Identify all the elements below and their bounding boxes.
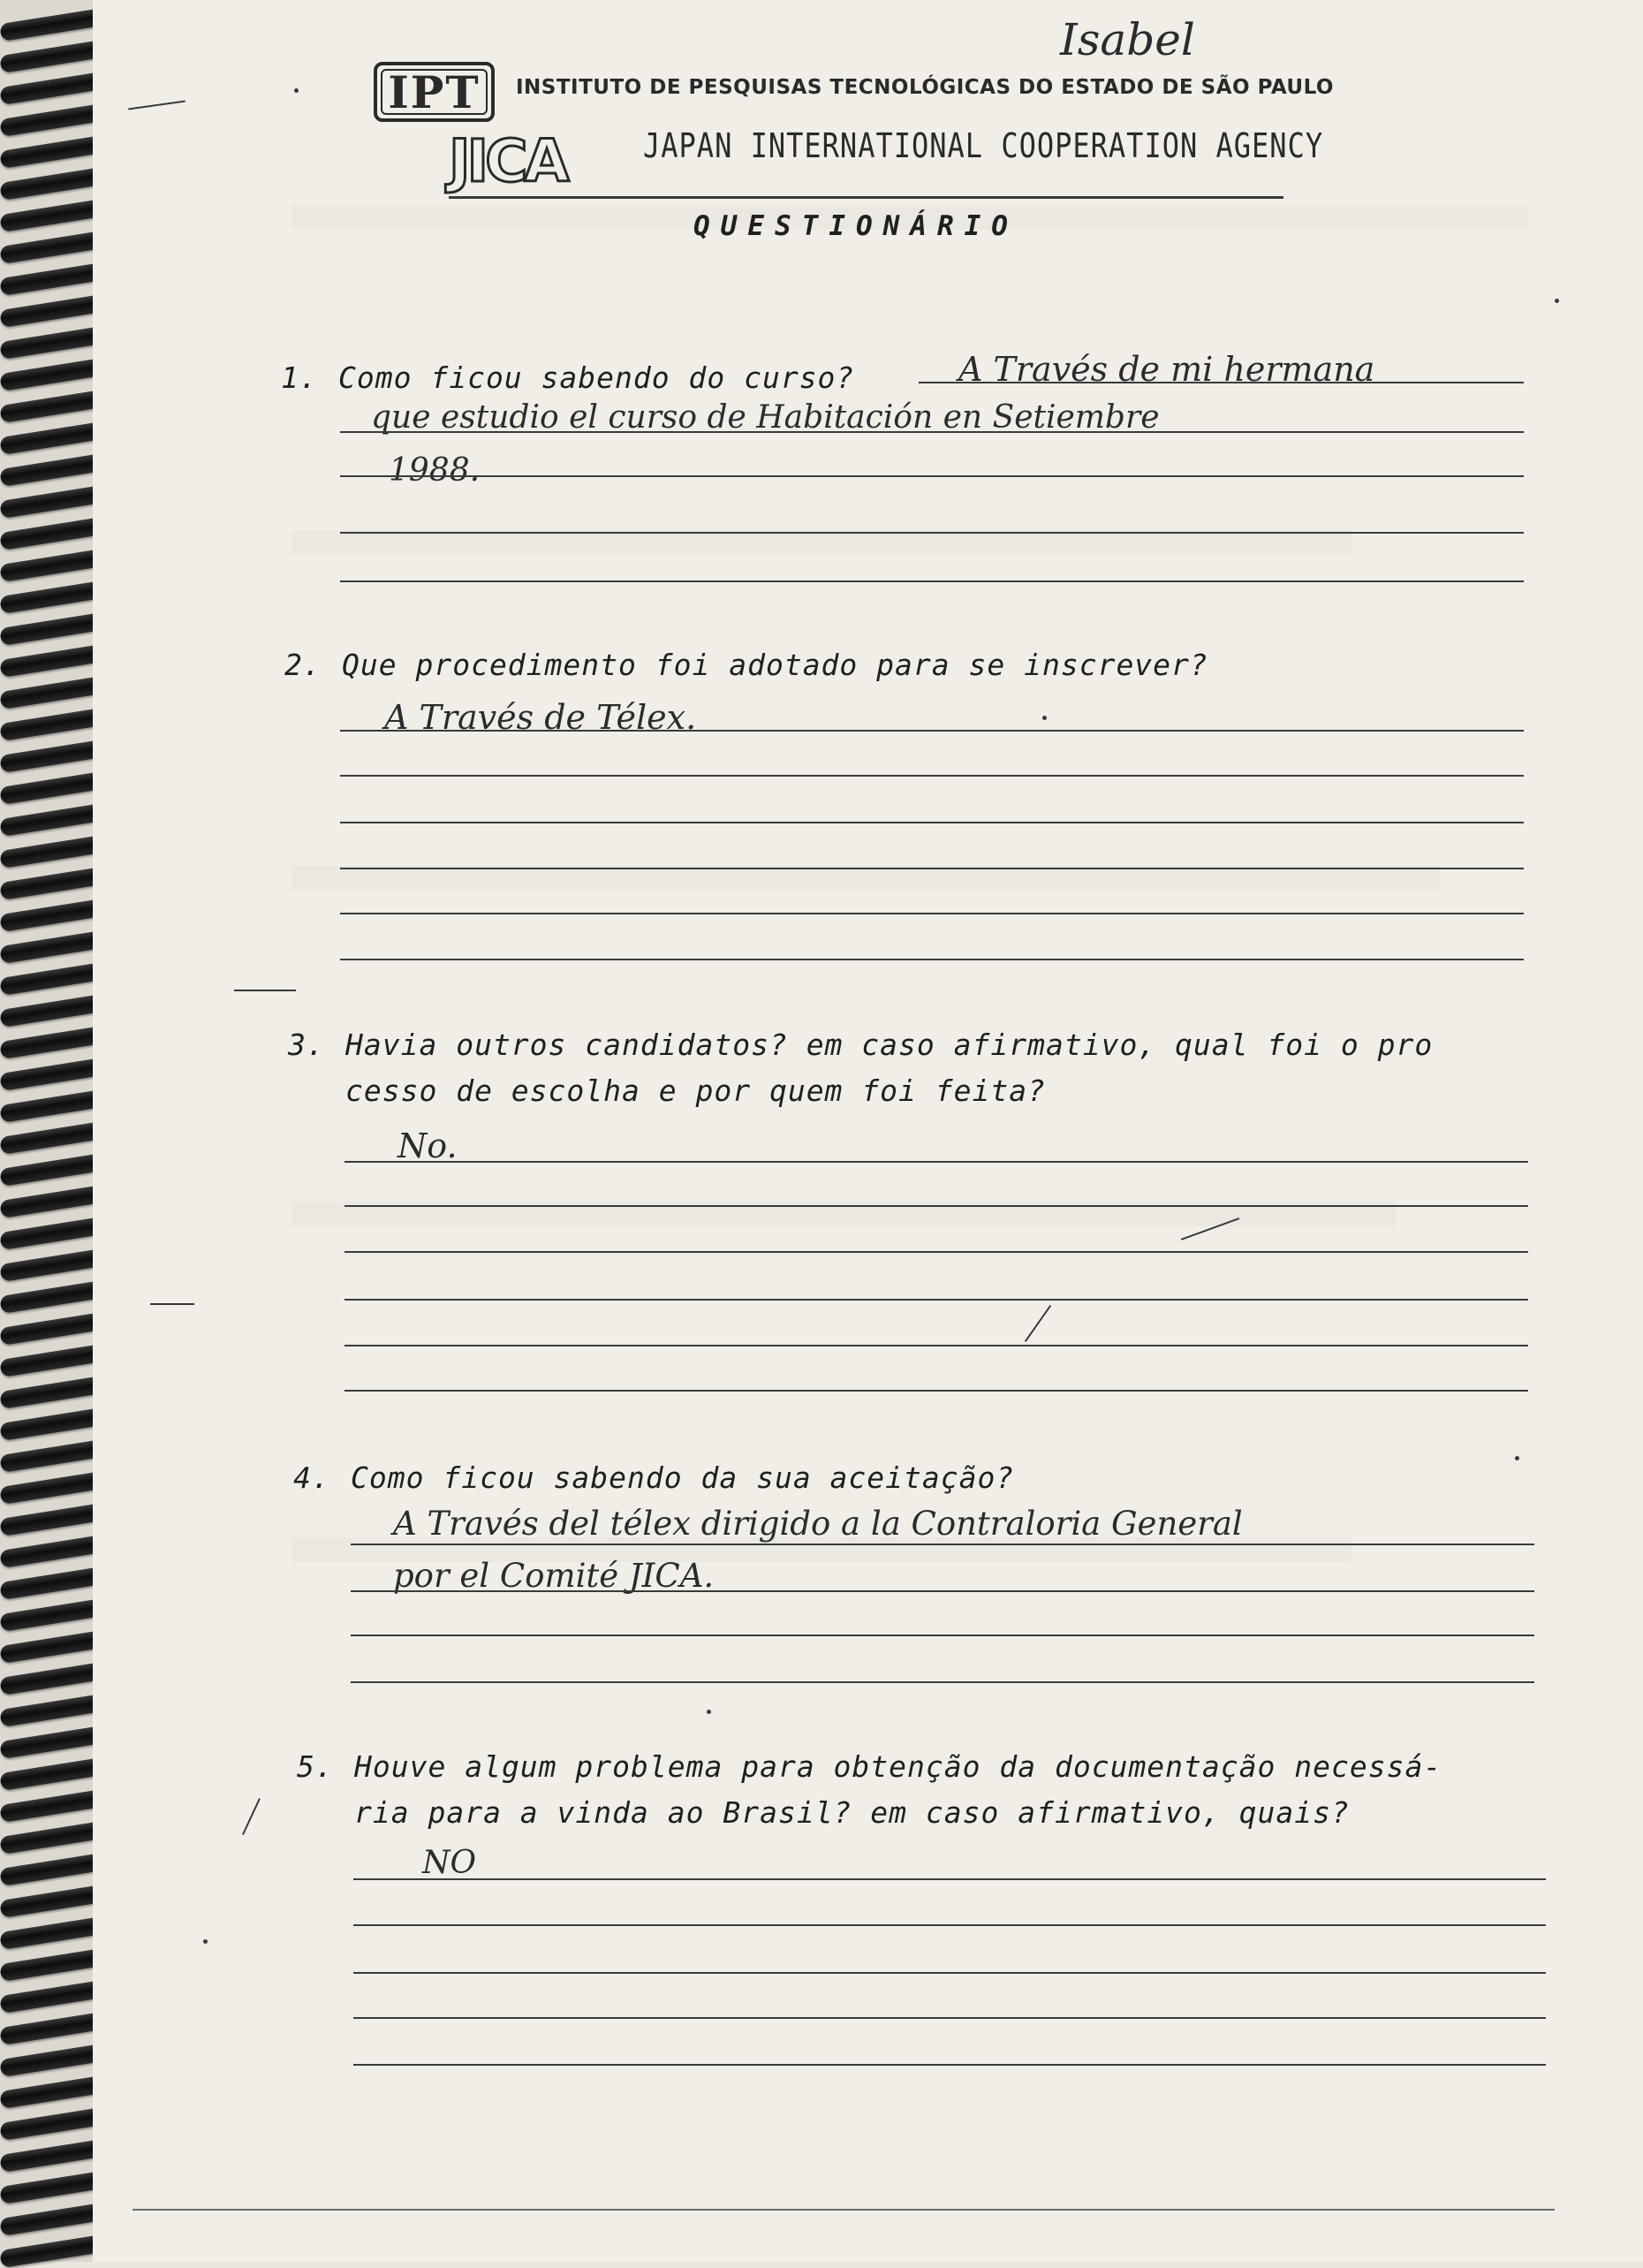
spiral-coil bbox=[0, 740, 105, 773]
answer-1-line-3: 1988. bbox=[389, 452, 481, 489]
answer-line bbox=[344, 1251, 1528, 1253]
spiral-coil bbox=[0, 1185, 105, 1218]
question-2-text: Que procedimento foi adotado para se inscrever? bbox=[342, 648, 1208, 682]
speck bbox=[294, 88, 299, 93]
answer-4-line-2: por el Comité JICA. bbox=[393, 1557, 715, 1595]
spiral-coil bbox=[0, 644, 105, 678]
spiral-coil bbox=[0, 1566, 105, 1600]
spiral-coil bbox=[0, 867, 105, 900]
spiral-coil bbox=[0, 1376, 105, 1409]
spiral-coil bbox=[0, 1662, 105, 1695]
answer-3-line-1: No. bbox=[398, 1126, 458, 1165]
handwritten-name-annotation: Isabel bbox=[1060, 14, 1195, 65]
spiral-coil bbox=[0, 1853, 105, 1886]
answer-line bbox=[353, 1972, 1546, 1974]
spiral-coil bbox=[0, 8, 105, 42]
spiral-coil bbox=[0, 1726, 105, 1759]
speck bbox=[1515, 1456, 1519, 1460]
answer-line bbox=[340, 822, 1524, 823]
answer-line bbox=[340, 730, 1524, 732]
header-underline bbox=[449, 196, 1283, 199]
margin-mark bbox=[234, 990, 296, 991]
ipt-logo: IPT bbox=[374, 62, 495, 122]
spiral-coil bbox=[0, 1089, 105, 1123]
answer-line bbox=[344, 1161, 1528, 1163]
spiral-coil bbox=[0, 326, 105, 360]
spiral-coil bbox=[0, 167, 105, 201]
spiral-coil bbox=[0, 962, 105, 996]
spiral-coil bbox=[0, 1757, 105, 1791]
question-3-text-line-1: Havia outros candidatos? em caso afirmativo, qual foi o pro bbox=[345, 1028, 1434, 1062]
spiral-coil bbox=[0, 2107, 105, 2141]
answer-line bbox=[351, 1681, 1534, 1683]
answer-line bbox=[340, 913, 1524, 914]
question-5-number: 5. bbox=[297, 1749, 334, 1784]
spiral-coil bbox=[0, 930, 105, 964]
spiral-coil bbox=[0, 1058, 105, 1091]
answer-line bbox=[344, 1205, 1528, 1207]
spiral-coil bbox=[0, 103, 105, 137]
spiral-coil bbox=[0, 1217, 105, 1250]
spiral-coil bbox=[0, 708, 105, 741]
spiral-coil bbox=[0, 580, 105, 614]
document-title: QUESTIONÁRIO bbox=[693, 210, 1018, 242]
spiral-coil bbox=[0, 1821, 105, 1855]
spiral-coil bbox=[0, 899, 105, 932]
spiral-coil bbox=[0, 1312, 105, 1346]
spiral-coil bbox=[0, 1885, 105, 1918]
speck bbox=[1042, 716, 1047, 720]
answer-line bbox=[344, 1299, 1528, 1301]
spiral-coil bbox=[0, 1280, 105, 1314]
question-5-text-line-2: ria para a vinda ao Brasil? em caso afirmativo, quais? bbox=[354, 1795, 1350, 1830]
agency-name: JAPAN INTERNATIONAL COOPERATION AGENCY bbox=[643, 125, 1324, 166]
spiral-coil bbox=[0, 358, 105, 391]
answer-line bbox=[353, 2064, 1546, 2066]
question-1-number: 1. bbox=[281, 360, 318, 395]
question-2-number: 2. bbox=[284, 648, 322, 682]
spiral-coil bbox=[0, 2044, 105, 2077]
spiral-coil bbox=[0, 994, 105, 1028]
answer-line bbox=[351, 1635, 1534, 1636]
spiral-coil bbox=[0, 1248, 105, 1282]
spiral-coil bbox=[0, 1344, 105, 1377]
spiral-coil bbox=[0, 1598, 105, 1632]
answer-line bbox=[340, 532, 1524, 534]
spiral-coil bbox=[0, 294, 105, 328]
spiral-coil bbox=[0, 1630, 105, 1664]
spiral-coil bbox=[0, 1694, 105, 1727]
question-3-number: 3. bbox=[288, 1028, 325, 1062]
spiral-coil bbox=[0, 1121, 105, 1155]
spiral-coil bbox=[0, 135, 105, 169]
spiral-coil bbox=[0, 453, 105, 487]
question-1-text: Como ficou sabendo do curso? bbox=[338, 360, 855, 395]
spiral-coil bbox=[0, 1153, 105, 1187]
answer-2-line-1: A Través de Télex. bbox=[384, 698, 697, 737]
margin-mark bbox=[150, 1303, 194, 1305]
answer-line bbox=[340, 868, 1524, 869]
institute-name: INSTITUTO DE PESQUISAS TECNOLÓGICAS DO ESTADO DE SÃO PAULO bbox=[516, 76, 1334, 99]
answer-5-line-1: NO bbox=[422, 1845, 477, 1881]
spiral-coil bbox=[0, 231, 105, 264]
speck bbox=[707, 1710, 711, 1714]
spiral-coil bbox=[0, 1980, 105, 2014]
questionnaire-page bbox=[93, 0, 1643, 2262]
answer-line bbox=[340, 431, 1524, 433]
answer-1-line-1: A Través de mi hermana bbox=[958, 350, 1375, 389]
spiral-coil bbox=[0, 2075, 105, 2109]
spiral-coil bbox=[0, 72, 105, 105]
answer-line bbox=[353, 1878, 1546, 1880]
spiral-coil bbox=[0, 835, 105, 869]
speck bbox=[203, 1939, 208, 1944]
answer-line bbox=[353, 1924, 1546, 1926]
question-4-number: 4. bbox=[293, 1460, 330, 1495]
answer-line bbox=[919, 382, 1524, 383]
spiral-coil bbox=[0, 2234, 105, 2268]
answer-line bbox=[351, 1544, 1534, 1545]
show-through-mark bbox=[292, 866, 1440, 891]
question-5-text-line-1: Houve algum problema para obtenção da documentação necessá- bbox=[354, 1749, 1442, 1784]
spiral-coil bbox=[0, 1026, 105, 1059]
spiral-coil bbox=[0, 803, 105, 837]
answer-line bbox=[340, 775, 1524, 777]
show-through-mark bbox=[292, 530, 1352, 555]
answer-line bbox=[351, 1590, 1534, 1592]
spiral-coil bbox=[0, 771, 105, 805]
spiral-binding bbox=[0, 0, 106, 2262]
spiral-coil bbox=[0, 612, 105, 646]
answer-line bbox=[353, 2017, 1546, 2019]
spiral-coil bbox=[0, 1471, 105, 1505]
spiral-coil bbox=[0, 1503, 105, 1536]
page-bottom-edge bbox=[132, 2209, 1555, 2211]
spiral-coil bbox=[0, 40, 105, 73]
spiral-coil bbox=[0, 2139, 105, 2173]
spiral-coil bbox=[0, 2012, 105, 2045]
spiral-coil bbox=[0, 2171, 105, 2204]
answer-1-line-2: que estudio el curso de Habitación en Setiembre bbox=[371, 399, 1160, 436]
spiral-coil bbox=[0, 1407, 105, 1441]
spiral-coil bbox=[0, 485, 105, 519]
answer-line bbox=[344, 1345, 1528, 1346]
spiral-coil bbox=[0, 517, 105, 550]
question-4-text: Como ficou sabendo da sua aceitação? bbox=[351, 1460, 1015, 1495]
spiral-coil bbox=[0, 262, 105, 296]
spiral-coil bbox=[0, 1916, 105, 1950]
answer-line bbox=[340, 959, 1524, 960]
spiral-coil bbox=[0, 676, 105, 709]
spiral-coil bbox=[0, 1439, 105, 1473]
speck bbox=[1555, 299, 1559, 303]
spiral-coil bbox=[0, 390, 105, 423]
answer-line bbox=[340, 475, 1524, 477]
answer-4-line-1: A Través del télex dirigido a la Contraloria General bbox=[393, 1505, 1243, 1543]
jica-logo: JICA bbox=[449, 127, 566, 195]
spiral-coil bbox=[0, 421, 105, 455]
spiral-coil bbox=[0, 549, 105, 582]
spiral-coil bbox=[0, 2203, 105, 2236]
question-3-text-line-2: cesso de escolha e por quem foi feita? bbox=[345, 1073, 1046, 1108]
spiral-coil bbox=[0, 1789, 105, 1823]
spiral-coil bbox=[0, 1948, 105, 1982]
spiral-coil bbox=[0, 1535, 105, 1568]
answer-line bbox=[340, 580, 1524, 582]
answer-line bbox=[344, 1390, 1528, 1392]
spiral-coil bbox=[0, 199, 105, 232]
